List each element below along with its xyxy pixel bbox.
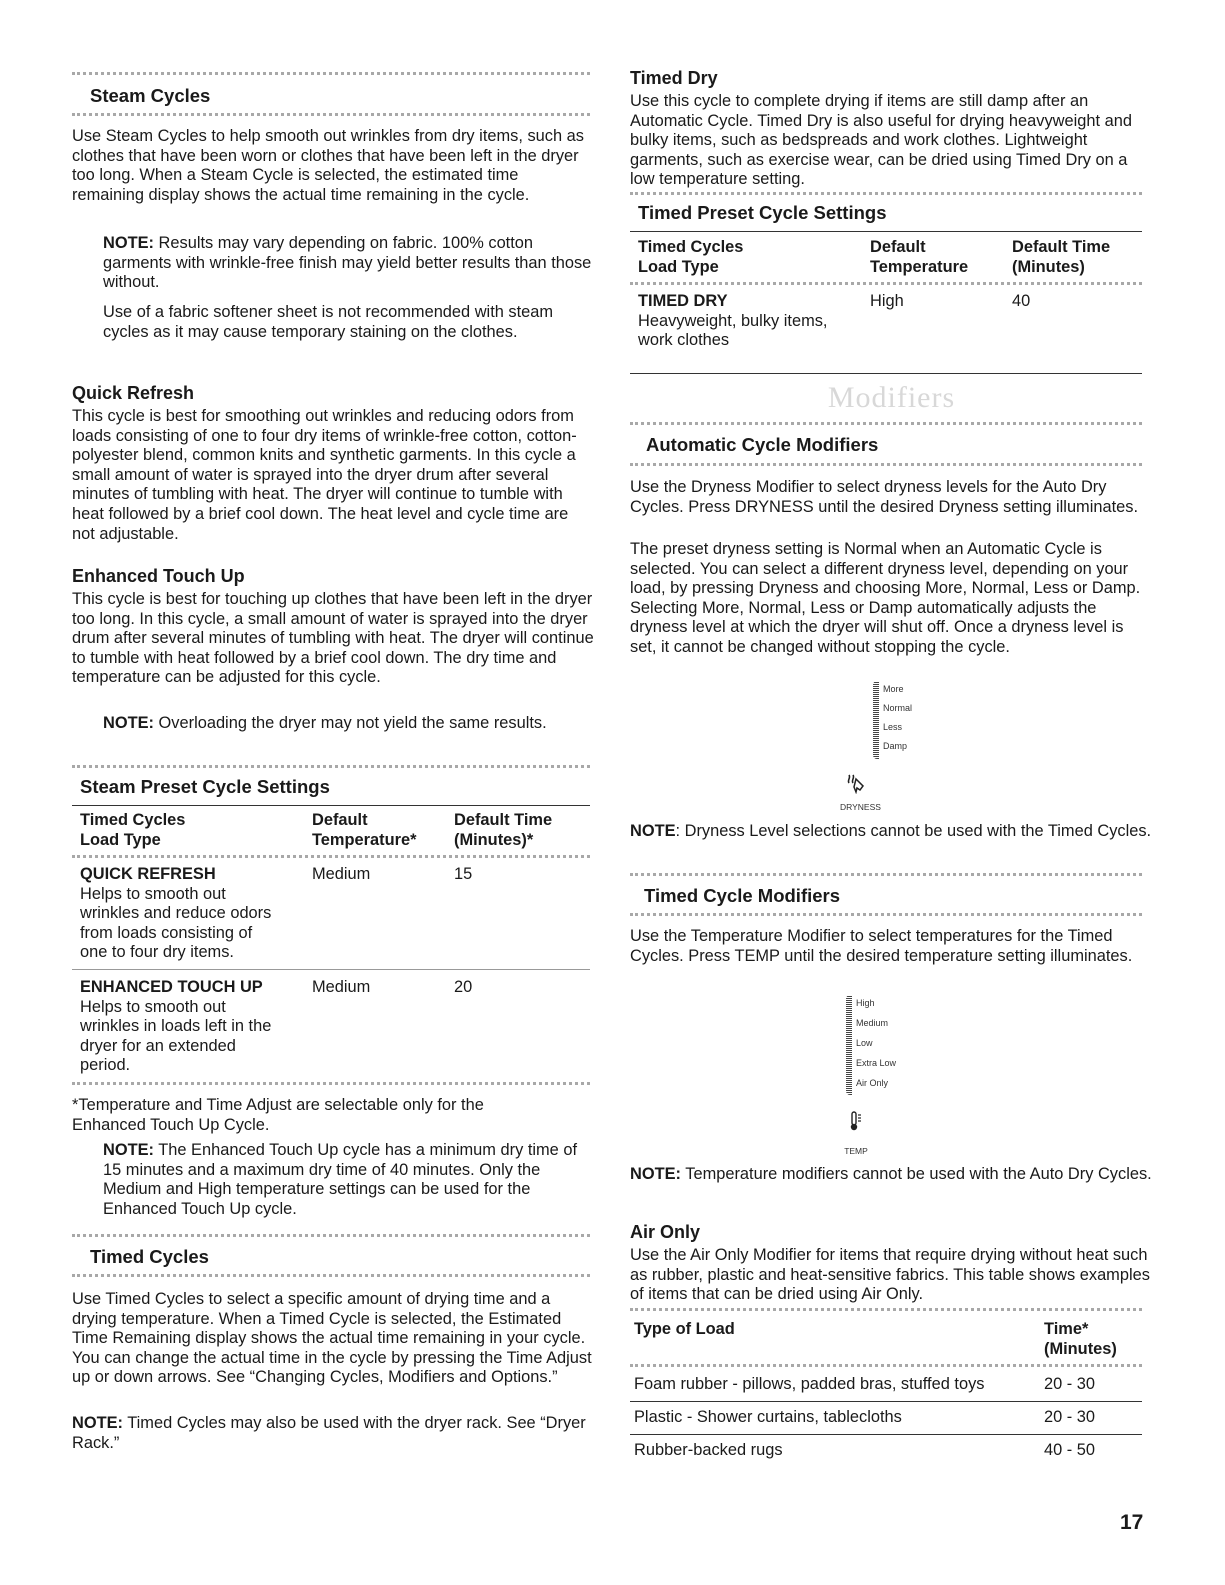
panel-option: High [856,998,875,1008]
divider [72,855,590,858]
timed-table-title: Timed Preset Cycle Settings [638,202,887,223]
note-label: NOTE: [103,1141,154,1159]
air-row-load: Plastic - Shower curtains, tablecloths [634,1408,902,1426]
timed-table-header-load: Timed Cycles Load Type [638,238,744,276]
dryness-button-icon[interactable] [845,772,867,794]
steam-table-note [72,1141,594,1219]
steam-table-header-time: Default Time (Minutes)* [454,811,553,849]
table-rule [630,1401,1142,1402]
row-time: 40 [1012,292,1031,310]
enhanced-touch-up-heading: Enhanced Touch Up [72,566,245,586]
table-row [638,292,827,351]
table-rule [72,805,590,806]
steam-cycles-note2: Use of a fabric softener sheet is not recommended with steam cycles as it may cause temporary staining on the clothes. [103,303,554,341]
row-time: 15 [454,865,473,883]
table-row [80,865,271,963]
divider [630,192,1142,195]
enhanced-touch-up-body: This cycle is best for touching up clothes that have been left in the dryer too long. In this cycle, a small amount of water is sprayed into the dryer drum after several minutes of tumbling with heat. The dryer will continue to tumble with heat followed by a brief cool down. The dry time and temperature can be adjusted for this cycle. [72,590,594,687]
note-label: NOTE: [103,714,154,732]
timed-modifiers-heading: Timed Cycle Modifiers [644,885,841,906]
divider [72,1234,590,1237]
note-text: : Dryness Level selections cannot be used with the Timed Cycles. [675,822,1152,840]
divider [72,765,590,768]
temp-caption: TEMP [844,1146,868,1156]
divider [630,1308,1142,1311]
divider [630,463,1142,466]
divider [630,913,1142,916]
row-name: QUICK REFRESH [80,865,216,883]
note-label: NOTE: [630,1165,681,1183]
steam-table-footnote: *Temperature and Time Adjust are selectable only for the Enhanced Touch Up Cycle. [72,1096,484,1134]
dryness-panel [873,681,933,761]
row-desc: Helps to smooth out wrinkles and reduce odors from loads consisting of one to four dry items. [80,884,272,962]
auto-modifiers-note [630,822,1153,842]
note-label: NOTE: [72,1414,123,1432]
panel-option: More [883,684,904,694]
steam-table-header-temp: Default Temperature* [312,811,417,849]
air-row-time: 20 - 30 [1044,1408,1096,1426]
steam-cycles-heading: Steam Cycles [90,85,211,106]
temp-panel [846,995,916,1099]
panel-option: Extra Low [856,1058,897,1068]
steam-cycles-body: Use Steam Cycles to help smooth out wrinkles from dry items, such as clothes that have been worn or clothes that have been left in the dryer too long. When a Steam Cycle is selected, the estimated time remaining display shows the actual time remaining in the cycle. [72,127,584,204]
timed-modifiers-body: Use the Temperature Modifier to select temperatures for the Timed Cycles. Press TEMP until the desired temperature setting illuminates. [630,927,1133,965]
panel-option: Damp [883,741,908,751]
quick-refresh-heading: Quick Refresh [72,383,195,403]
note-text: Results may vary depending on fabric. 100% cotton garments with wrinkle-free finish may yield better results than those without. [103,234,592,292]
divider [630,422,1142,425]
steam-table-header-load: Timed Cycles Load Type [80,811,186,849]
air-row-time: 20 - 30 [1044,1375,1096,1393]
row-name: ENHANCED TOUCH UP [80,978,263,996]
timed-cycles-heading: Timed Cycles [90,1246,209,1267]
row-temp: Medium [312,978,371,996]
divider [72,1082,590,1085]
row-time: 20 [454,978,473,996]
panel-bar [873,681,879,759]
air-row-load: Rubber-backed rugs [634,1441,783,1459]
row-temp: Medium [312,865,371,883]
timed-dry-heading: Timed Dry [630,68,718,88]
divider [72,72,590,75]
panel-option: Low [856,1038,873,1048]
timed-table-header-time: Default Time (Minutes) [1012,238,1111,276]
row-desc: Heavyweight, bulky items, work clothes [638,311,828,350]
auto-modifiers-body2: The preset dryness setting is Normal when an Automatic Cycle is selected. You can select a different dryness level, depending on your load, by pressing Dryness and choosing More, Normal, Less or Damp. Selecting More, Normal, Less or Damp automatically adjusts the dryness level at which the dryer will shut off. Once a dryness level is set, it cannot be changed without stopping the cycle. [630,540,1141,656]
timed-cycles-body: Use Timed Cycles to select a specific amount of drying time and a drying temperature. When a Timed Cycle is selected, the Estimated Time Remaining display shows the actual time remaining in your cycle. You can change the actual time in the cycle by pressing the Time Adjust up or down arrows. See “Changing Cycles, Modifiers and Options.” [72,1290,592,1387]
panel-option: Less [883,722,903,732]
auto-modifiers-body1: Use the Dryness Modifier to select dryness levels for the Auto Dry Cycles. Press DRYNESS until the desired Dryness setting illuminates. [630,478,1139,516]
steam-table-title: Steam Preset Cycle Settings [80,776,330,797]
note-text: The Enhanced Touch Up cycle has a minimum dry time of 15 minutes and a maximum dry time of 40 minutes. Only the Medium and High temperature settings can be used for the Enhanced Touch Up cycle. [103,1141,578,1218]
auto-modifiers-heading: Automatic Cycle Modifiers [646,434,879,455]
air-table-header-time: Time* (Minutes) [1044,1320,1117,1358]
note-text: Overloading the dryer may not yield the same results. [154,714,547,732]
dryness-caption: DRYNESS [840,802,881,812]
air-only-body: Use the Air Only Modifier for items that require drying without heat such as rubber, plastic and heat-sensitive fabrics. This table shows examples of items that can be dried using Air Only. [630,1246,1150,1304]
air-row-load: Foam rubber - pillows, padded bras, stuffed toys [634,1375,985,1393]
timed-cycles-note [72,1414,594,1453]
table-rule [630,1434,1142,1435]
note-label: NOTE: [103,234,154,252]
divider [72,1274,590,1277]
enhanced-touch-up-note [72,714,594,734]
quick-refresh-body: This cycle is best for smoothing out wrinkles and reducing odors from loads consisting of one to four dry items of wrinkle-free cotton, cotton-polyester blend, common knits and synthetic garments. In this cycle a small amount of water is sprayed into the dryer drum after several minutes of tumbling with heat. The dryer will continue to tumble with heat followed by a brief cool down. The heat level and cycle time are not adjustable. [72,407,577,543]
note-text: Temperature modifiers cannot be used with the Auto Dry Cycles. [681,1165,1152,1183]
note-text: Timed Cycles may also be used with the dryer rack. See “Dryer Rack.” [72,1414,586,1452]
page-number: 17 [1120,1511,1144,1534]
table-rule [630,373,1142,374]
divider [630,282,1142,285]
table-rule [72,969,590,970]
divider [630,873,1142,876]
row-temp: High [870,292,904,310]
timed-dry-body: Use this cycle to complete drying if items are still damp after an Automatic Cycle. Timed Dry is also useful for drying heavyweight and bulky items, such as bedspreads and work clothes. Lightweight garments, such as exercise wear, can be dried using Timed Dry on a low temperature setting. [630,92,1132,189]
steam-cycles-note [72,234,594,293]
table-rule [630,231,1142,232]
panel-option: Normal [883,703,913,713]
timed-table-header-temp: Default Temperature [870,238,969,276]
modifiers-title: Modifiers [827,381,956,414]
timed-modifiers-note [630,1165,1153,1185]
divider [72,113,590,116]
note-label: NOTE [630,822,676,840]
panel-bar [846,995,852,1095]
thermometer-icon[interactable] [849,1110,863,1132]
air-row-time: 40 - 50 [1044,1441,1096,1459]
panel-option: Medium [856,1018,889,1028]
divider [630,1364,1142,1367]
row-desc: Helps to smooth out wrinkles in loads left in the dryer for an extended period. [80,997,272,1075]
air-only-heading: Air Only [630,1222,701,1242]
table-row [80,978,271,1076]
air-table-header-load: Type of Load [634,1320,735,1338]
panel-option: Air Only [856,1078,889,1088]
row-name: TIMED DRY [638,292,728,310]
